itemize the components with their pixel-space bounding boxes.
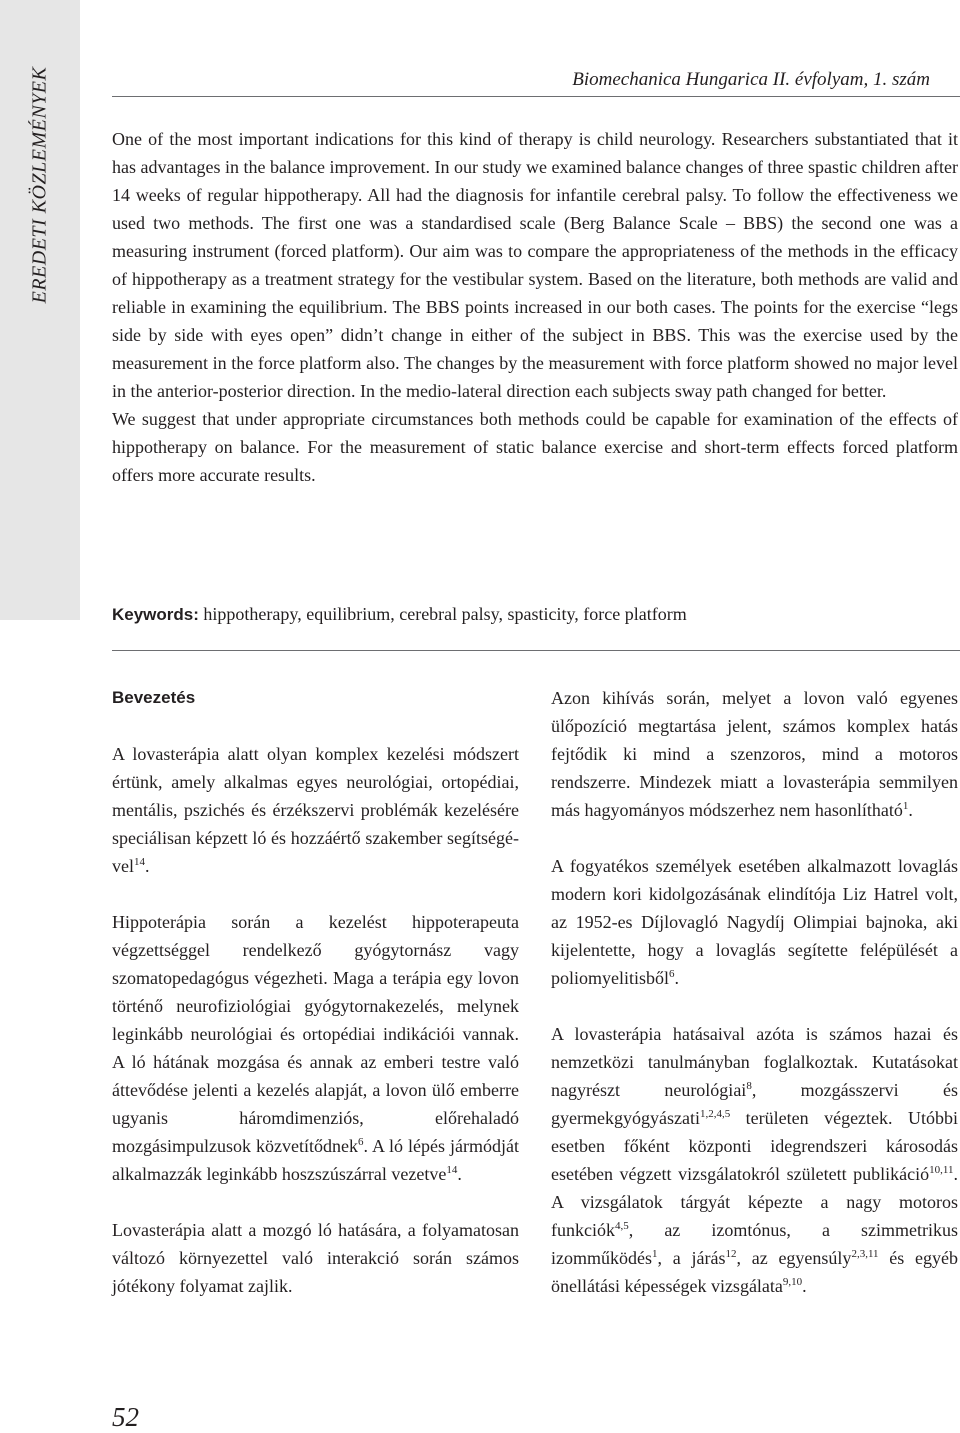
- running-header: Biomechanica Hungarica II. évfolyam, 1. szám: [572, 69, 930, 90]
- abstract-paragraph: One of the most important indications for this kind of therapy is child neurology. Researchers substantiated that it has advantages in the balance improvement. In our study we examined balance changes of three spastic children after 14 weeks of regular hippotherapy. All had the diagnosis for infantile cerebral palsy. To follow the effectiveness we used two methods. The first one was a standardised scale (Berg Balance Scale – BBS) the second one was a measuring instrument (forced platform). Our aim was to compare the appropriateness of the methods in the efficacy of hippotherapy as a treatment strategy for the vestibular system. Based on the literature, both methods are valid and reliable in examining the equilibrium. The BBS points increased in our both cases. The points for the exercise “legs side by side with eyes open” didn’t change in either of the subject in BBS. This was the exercise used by the measurement in the force platform also. The changes by the measurement with force platform showed no major level in the anterior-posterior direction. In the medio-lateral direction each subjects sway path changed for better.: [112, 129, 958, 401]
- citation: 14: [134, 856, 145, 868]
- body-paragraph: A lovasterápia alatt olyan komplex kezelési módszert értünk, amely alkalmas egyes neurológiai, ortopédiai, mentális, pszichés és érzékszervi problémák kezelésére speciálisan képzett ló és hozzáértő szakember segítségével$^{14}$.: [112, 744, 519, 876]
- citation: 2,3,11: [851, 1248, 879, 1260]
- citation: 1: [902, 800, 909, 812]
- page-number: 52: [112, 1402, 139, 1432]
- citation: 6: [669, 968, 675, 980]
- keywords-label: Keywords:: [112, 605, 199, 624]
- citation: 1: [652, 1248, 658, 1260]
- section-label: EREDETI KÖZLEMÉNYEK: [28, 66, 51, 304]
- citation: 1,2,4,5: [699, 1108, 731, 1120]
- body-paragraph: A fogyatékos személyek esetében alkalmazott lovaglás modern kori kidolgozásának elindítója Liz Hatrel volt, az 1952-es Díjlovagló Nagydíj Olimpiai bajnoka, aki kijelentette, hogy a lovaglás segítette felépülését a poliomyelitisből$^6$.: [551, 856, 958, 988]
- body-paragraph: Lovasterápia alatt a mozgó ló hatására, a folyamatosan változó környezettel való interakció során számos jótékony folyamat zajlik.: [112, 1220, 519, 1296]
- section-rule: [112, 650, 960, 651]
- keywords: [112, 600, 958, 629]
- section-heading: Bevezetés: [112, 688, 196, 707]
- citation: 10,11: [929, 1164, 954, 1176]
- citation: 8: [746, 1080, 752, 1092]
- citation: 4,5: [614, 1220, 629, 1232]
- header-rule: [112, 96, 960, 97]
- body-paragraph: A lovasterápia hatásaival azóta is számos hazai és nemzetközi tanulmányban foglalkoztak. Kutatásokat nagyrészt neurológiai$^8$, mozgásszervi és gyermekgyógyászati$^{1,2,4,5}$ területen végeztek. Utóbbi esetben főként központi idegrendszeri károsodás esetében végzett vizsgálatokról született publikáció$^{10,11}$. A vizsgálatok tárgyát képezte a nagy motoros funkciók$^{4,5}$, az izomtónus, a szimmetrikus izomműködés$^1$, a járás$^{12}$, az egyensúly$^{2,3,11}$ és egyéb önellátási képességek vizsgálata$^{9,10}$.: [551, 1024, 958, 1296]
- left-column: [112, 684, 519, 1300]
- citation: 14: [446, 1164, 458, 1176]
- abstract: [112, 125, 958, 489]
- citation: 9,10: [782, 1276, 803, 1288]
- keywords-text: hippotherapy, equilibrium, cerebral palsy, spasticity, force platform: [203, 604, 687, 624]
- citation: 12: [725, 1248, 737, 1260]
- body-paragraph: Azon kihívás során, melyet a lovon való egyenes ülőpozíció megtartása jelent, számos komplex hatás fejtődik ki mind a szenzoros, mind a motoros rendszerre. Mindezek miatt a lovasterápia semmilyen más hagyományos módszerhez nem hasonlítható$^1$.: [551, 688, 958, 820]
- body-paragraph: Hippoterápia során a kezelést hippoterapeuta végzettséggel rendelkező gyógytornász vagy szomatopedagógus végezheti. Maga a terápia egy lovon történő neurofiziológiai gyógytornakezelés, melynek leginkább neurológiai és ortopédiai indikációi vannak. A ló hátának mozgása és annak az emberi testre való áttevődése jelenti a kezelés alapját, a lovon ülő emberre ugyanis háromdimenziós, előrehaladó mozgásimpulzusok közvetítődnek$^6$. A ló lépés jármódját alkalmazzák leginkább hoszszúszárral vezetve$^{14}$.: [112, 912, 519, 1184]
- section-side-tab: [0, 0, 80, 620]
- abstract-paragraph: We suggest that under appropriate circumstances both methods could be capable for examination of the effects of hippotherapy on balance. For the measurement of static balance exercise and short-term effects forced platform offers more accurate results.: [112, 409, 958, 485]
- right-column: [551, 684, 958, 1300]
- citation: 6: [357, 1136, 364, 1148]
